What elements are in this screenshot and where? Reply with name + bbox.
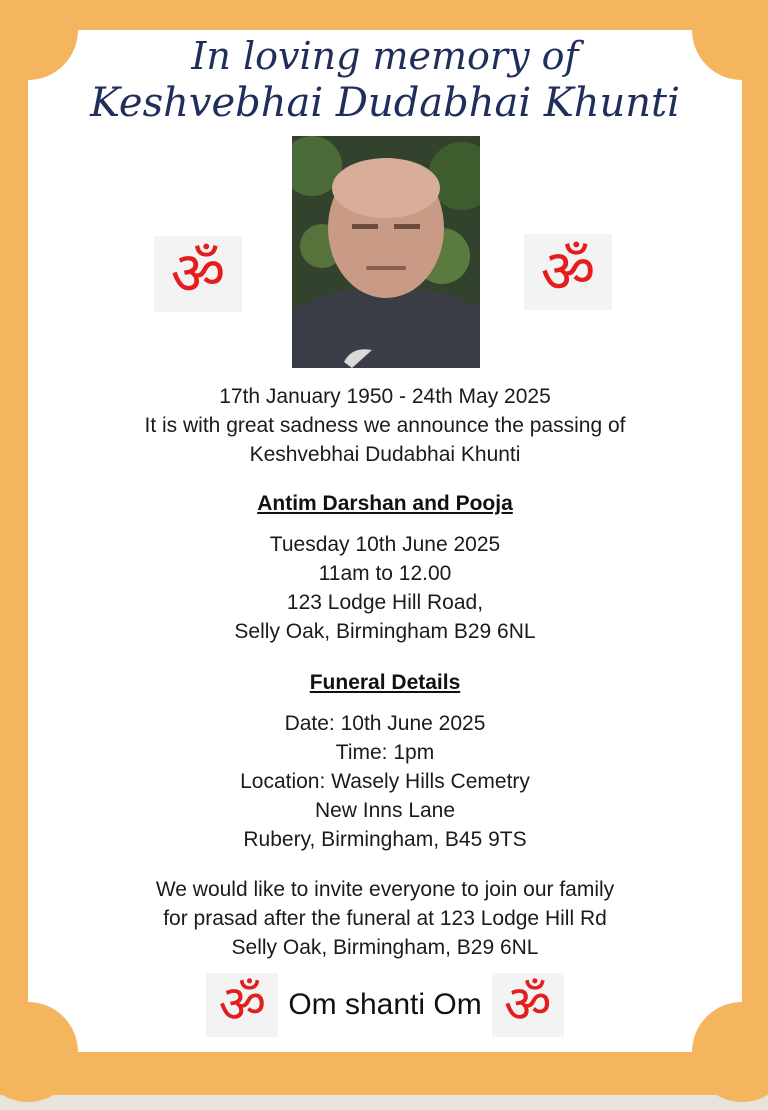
invite-line: We would like to invite everyone to join our family [155,878,615,901]
om-symbol-icon: ॐ [492,973,564,1037]
invite-block [28,875,742,962]
life-dates: 17th January 1950 - 24th May 2025 [219,385,551,408]
memorial-name: Keshvebhai Dudabhai Khunti [90,80,680,126]
om-symbol-icon: ॐ [206,973,278,1037]
announcement-line: It is with great sadness we announce the passing of [144,414,626,437]
funeral-details [28,709,742,854]
darshan-line: 123 Lodge Hill Road, [286,591,484,614]
om-symbol-icon: ॐ [524,234,612,310]
darshan-line: Selly Oak, Birmingham B29 6NL [234,620,536,643]
om-shanti-text: Om shanti Om [288,988,482,1021]
funeral-line: Time: 1pm [335,741,435,764]
announcement-name: Keshvebhai Dudabhai Khunti [249,443,521,466]
darshan-line: 11am to 12.00 [318,562,452,585]
funeral-line: Rubery, Birmingham, B45 9TS [243,828,527,851]
om-symbol-icon: ॐ [154,236,242,312]
funeral-line: New Inns Lane [314,799,456,822]
footer-row [28,970,742,1040]
darshan-line: Tuesday 10th June 2025 [269,533,501,556]
funeral-line: Date: 10th June 2025 [284,712,486,735]
invite-line: for prasad after the funeral at 123 Lodge Hill Rd [163,907,607,930]
memorial-card [28,30,742,1052]
darshan-heading: Antim Darshan and Pooja [257,492,513,515]
portrait-photo [292,136,480,368]
intro-block [28,382,742,469]
darshan-details [28,530,742,646]
invite-line: Selly Oak, Birmingham, B29 6NL [231,936,539,959]
funeral-line: Location: Wasely Hills Cemetry [240,770,530,793]
funeral-heading: Funeral Details [309,671,461,694]
memorial-title: In loving memory of [191,34,579,78]
bottom-strip [0,1095,768,1110]
